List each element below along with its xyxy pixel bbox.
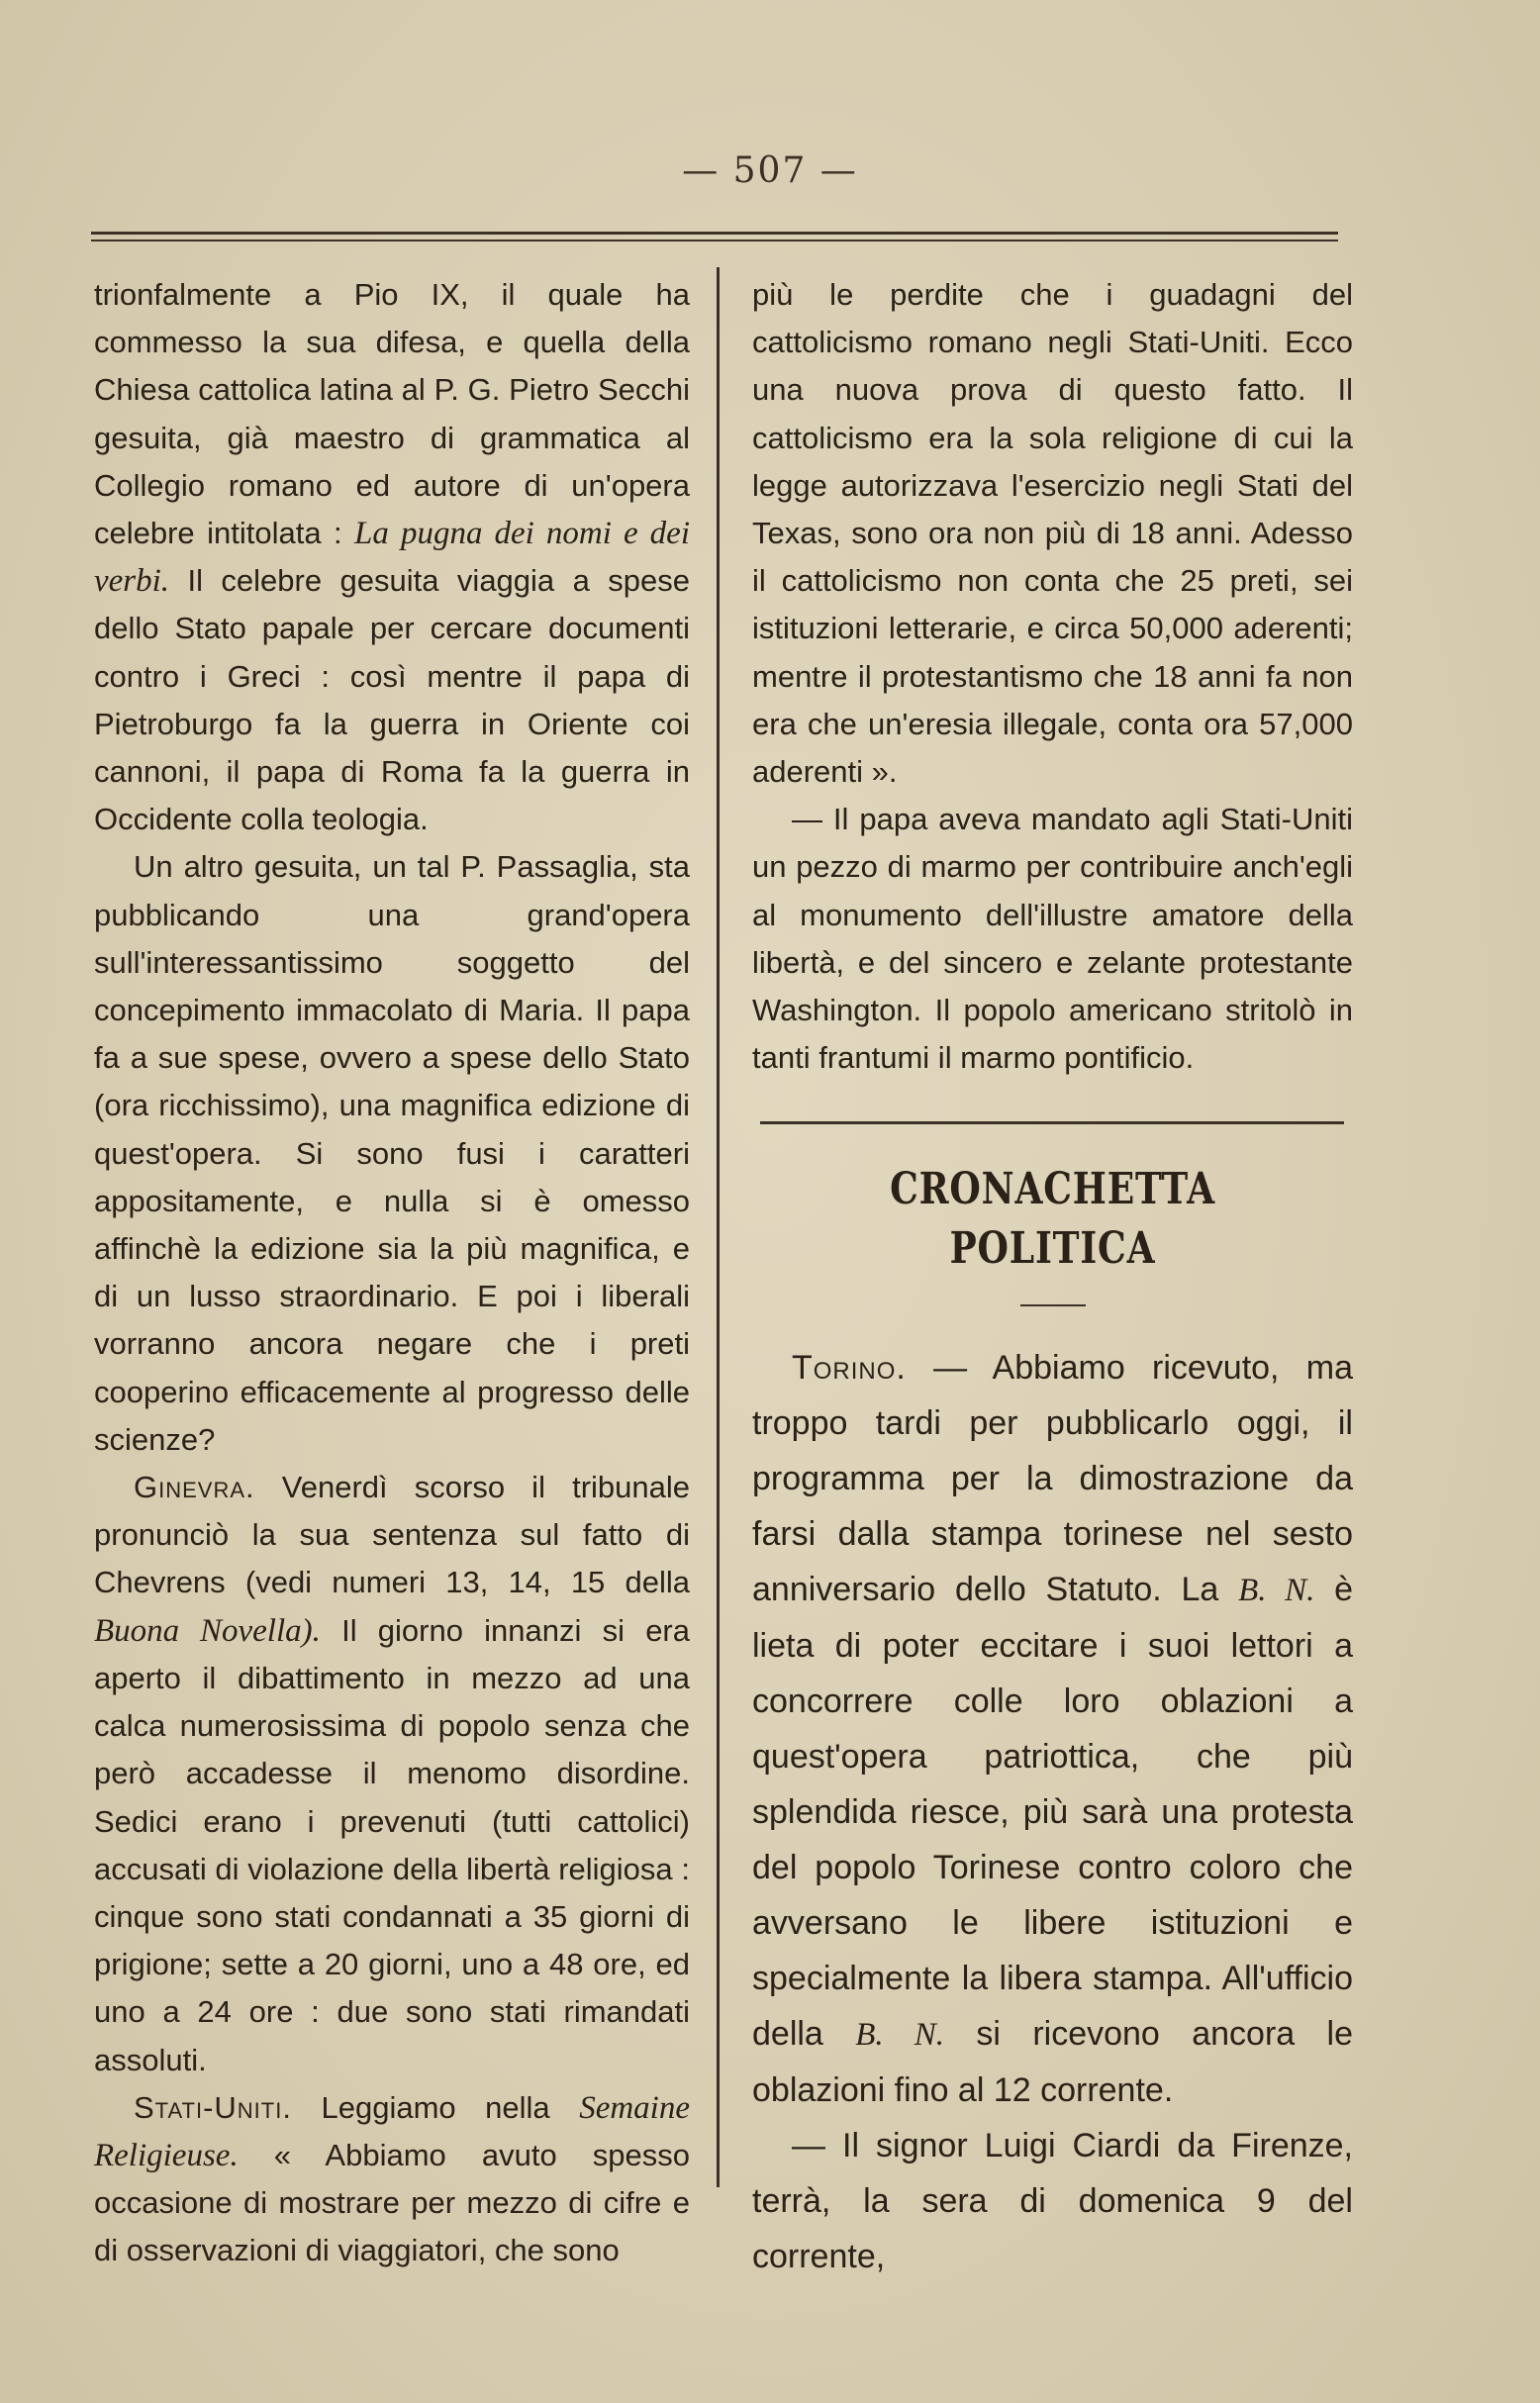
book-title: La pugna dei nomi e dei verbi. bbox=[94, 516, 690, 600]
page-number: — 507 — bbox=[682, 150, 858, 191]
left-paragraph-2: Un altro gesuita, un tal P. Passaglia, sta pubblicando una grand'opera sull'interessantissimo soggetto del concepimento immacolato di Maria. Il papa fa a sue spese, ovvero a spese dello Stato (ora ricchissimo), una magnifica edizione di quest'opera. Si sono fusi i caratteri appositamente, e nulla si è omesso affinchè la edizione sia la più magnifica, e di un lusso straordinario. E poi i liberali vorranno ancora negare che i preti cooperino efficacemente al progresso delle scienze? bbox=[94, 849, 690, 1457]
abbrev-bn-2: B. N. bbox=[855, 2017, 945, 2054]
right-paragraph-1: più le perdite che i guadagni del cattolicismo romano negli Stati-Uniti. Ecco una nuova prova di questo fatto. Il cattolicismo era la sola religione di cui la legge autorizzava l'esercizio negli Stati del Texas, sono ora non più di 18 anni. Adesso il cattolicismo non conta che 25 preti, sei istituzioni letterarie, e circa 50,000 aderenti; mentre il protestantismo che 18 anni fa non era che un'eresia illegale, conta ora 57,000 aderenti ». bbox=[752, 277, 1353, 790]
left-column bbox=[94, 271, 690, 2275]
newspaper-title: Buona Novella). bbox=[94, 1612, 321, 1649]
right-paragraph-2: — Il papa aveva mandato agli Stati-Uniti un pezzo di marmo per contribuire anch'egli al monumento dell'illustre amatore della libertà, e del sincero e zelante protestante Washington. Il popolo americano stritolò in tanti frantumi il marmo pontificio. bbox=[752, 802, 1353, 1076]
title-underline bbox=[1020, 1304, 1086, 1306]
right-paragraph-4: — Il signor Luigi Ciardi da Firenze, terrà, la sera di domenica 9 del corrente, bbox=[752, 2127, 1353, 2276]
journal-title: Semaine Religieuse. bbox=[94, 2089, 690, 2173]
section-title: CRONACHETTA POLITICA bbox=[890, 1164, 1215, 1275]
abbrev-bn-1: B. N. bbox=[1238, 1573, 1315, 1609]
header-double-rule bbox=[91, 232, 1338, 241]
left-paragraph-stati-uniti: Stati-Uniti. Leggiamo nella Semaine Religieuse. « Abbiamo avuto spesso occasione di mostrare per mezzo di cifre e di osservazioni di viaggiatori, che sono bbox=[94, 2089, 690, 2268]
left-paragraph-ginevra: Ginevra. Venerdì scorso il tribunale pronunciò la sua sentenza sul fatto di Chevrens (vedi numeri 13, 14, 15 della Buona Novella). Il giorno innanzi si era aperto il dibattimento in mezzo ad una calca numerosissima di popolo senza che però accadesse il menomo disordine. Sedici erano i prevenuti (tutti cattolici) accusati di violazione della libertà religiosa : cinque sono stati condannati a 35 giorni di prigione; sette a 20 giorni, uno a 48 ore, ed uno a 24 ore : due sono stati rimandati assoluti. bbox=[94, 1470, 690, 2077]
dateline-ginevra: Ginevra. bbox=[134, 1470, 255, 1505]
right-paragraph-torino: Torino. — Abbiamo ricevuto, ma troppo tardi per pubblicarlo oggi, il programma per la dimostrazione da farsi dalla stampa torinese nel sesto anniversario dello Statuto. La B. N. è lieta di poter eccitare i suoi lettori a concorrere colle loro oblazioni a quest'opera patriottica, che più splendida riesce, più sarà una protesta del popolo Torinese contro coloro che avversano le libere istituzioni e specialmente la libera stampa. All'ufficio della B. N. si ricevono ancora le oblazioni fino al 12 corrente. bbox=[752, 1349, 1353, 2110]
right-column bbox=[752, 271, 1353, 2284]
dateline-stati-uniti: Stati-Uniti. bbox=[134, 2089, 292, 2125]
dateline-torino: Torino. bbox=[792, 1349, 907, 1388]
left-paragraph-1: trionfalmente a Pio IX, il quale ha commesso la sua difesa, e quella della Chiesa cattolica latina al P. G. Pietro Secchi gesuita, già maestro di grammatica al Collegio romano ed autore di un'opera celebre intitolata : La pugna dei nomi e dei verbi. Il celebre gesuita viaggia a spese dello Stato papale per cercare documenti contro i Greci : così mentre il papa di Pietroburgo fa la guerra in Oriente coi cannoni, il papa di Roma fa la guerra in Occidente colla teologia. bbox=[94, 277, 690, 837]
column-divider bbox=[717, 267, 720, 2187]
section-rule bbox=[760, 1121, 1344, 1124]
